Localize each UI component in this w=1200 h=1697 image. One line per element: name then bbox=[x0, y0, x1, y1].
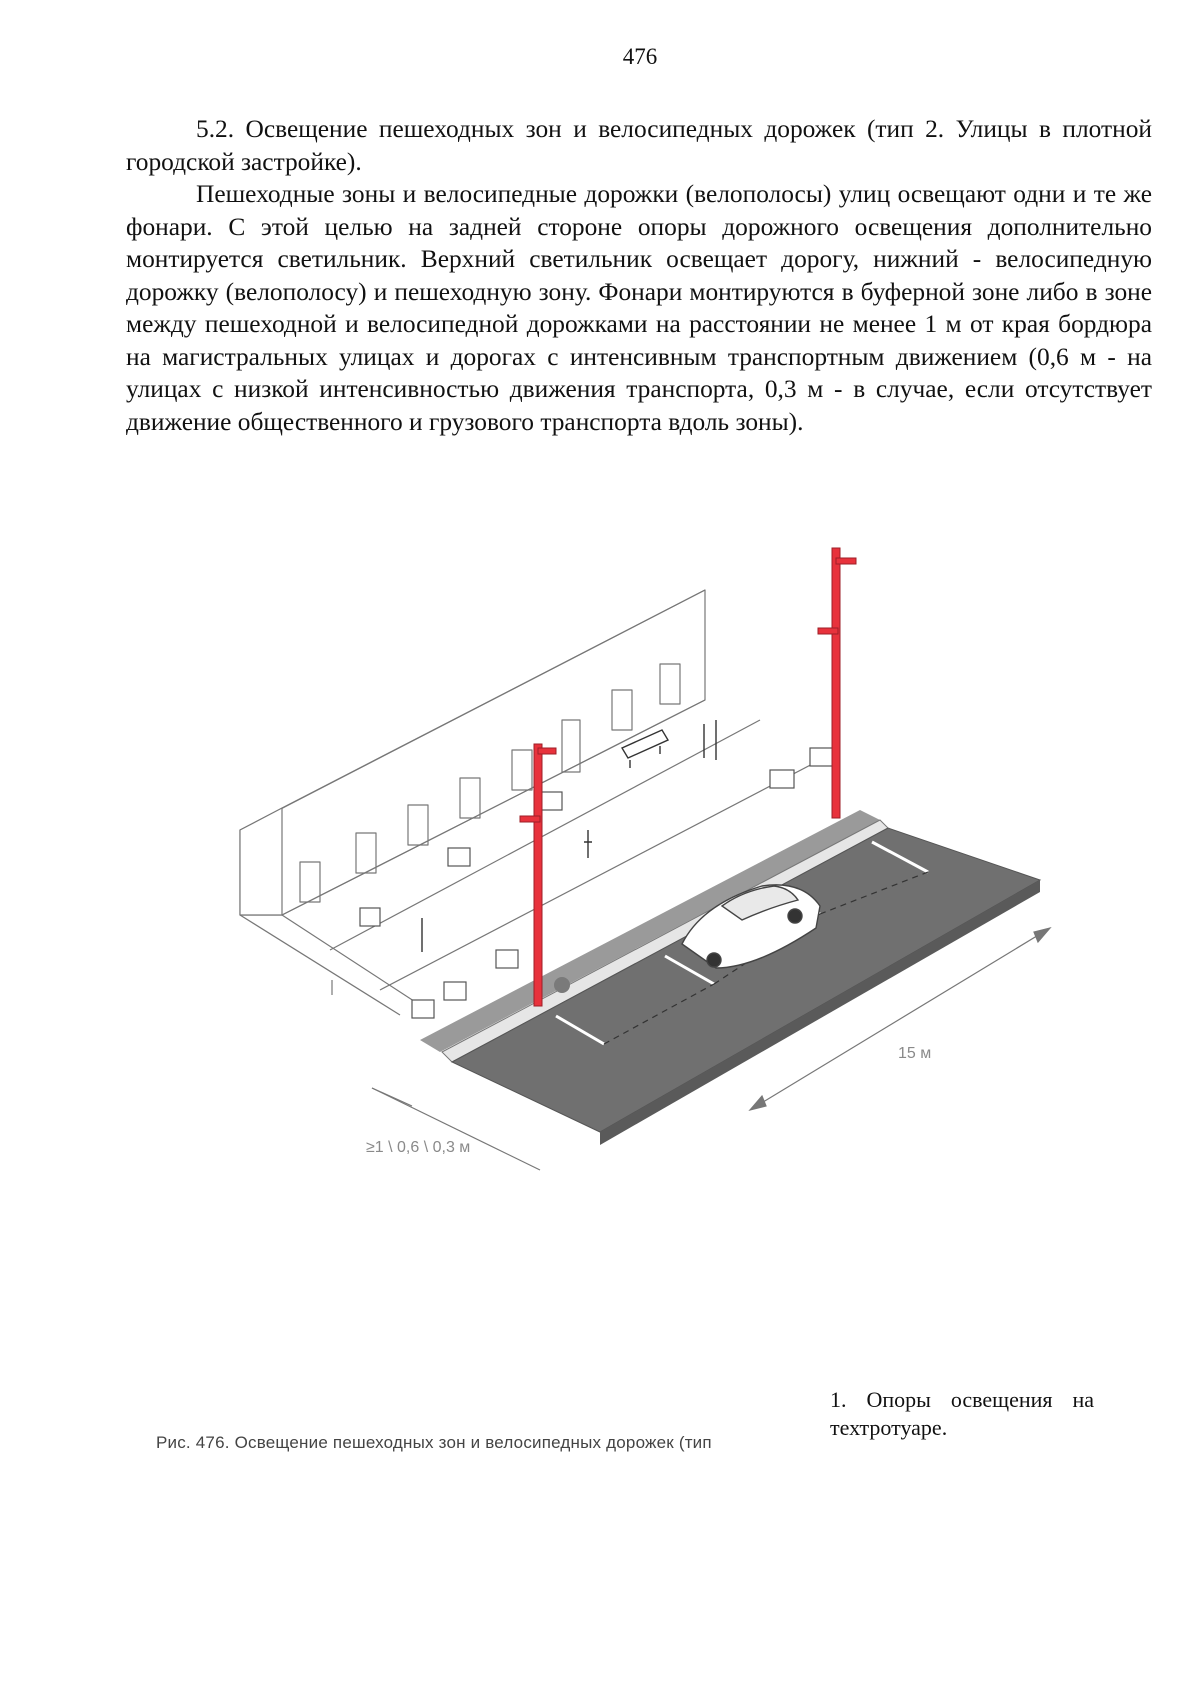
legend-item: 1. Опоры освещения на техтротуаре. bbox=[830, 1387, 1094, 1440]
building-facade bbox=[240, 590, 705, 915]
building-side bbox=[240, 808, 282, 915]
figure-caption: Рис. 476. Освещение пешеходных зон и велосипедных дорожек (тип bbox=[156, 1433, 712, 1452]
heading-text: 5.2. Освещение пешеходных зон и велосипедных дорожек (тип 2. Улицы в плотной городской застройке). bbox=[126, 115, 1152, 176]
body-paragraph bbox=[126, 178, 1152, 438]
page-number: 476 bbox=[622, 44, 658, 69]
pole-base-marker bbox=[554, 977, 570, 993]
offset-dimension: ≥1 \ 0,6 \ 0,3 м bbox=[366, 1139, 471, 1156]
pedestrian bbox=[584, 830, 592, 858]
lamp-pole bbox=[818, 548, 856, 818]
body-text: Пешеходные зоны и велосипедные дорожки (велополосы) улиц освещают одни и те же фонари. С этой целью на задней стороне опоры дорожного освещения дополнительно монтируется светильник. Верхний светильник освещает дорогу, нижний - велосипедную дорожку (велополосу) и пешеходную зону. Фонари монтируются в буферной зоне либо в зоне между пешеходной и велосипедной дорожками на расстоянии не менее 1 м от края бордюра на магистральных улицах и дорогах с интенсивным транспортным движением (0,6 м - на улицах с низкой интенсивностью движения транспорта, 0,3 м - в случае, если отсутствует движение общественного и грузового транспорта вдоль зоны). bbox=[126, 180, 1152, 436]
pedestrian bbox=[704, 720, 716, 760]
section-heading bbox=[126, 113, 1152, 178]
length-dimension: 15 м bbox=[898, 1045, 932, 1062]
street-lighting-illustration bbox=[230, 540, 1070, 1200]
